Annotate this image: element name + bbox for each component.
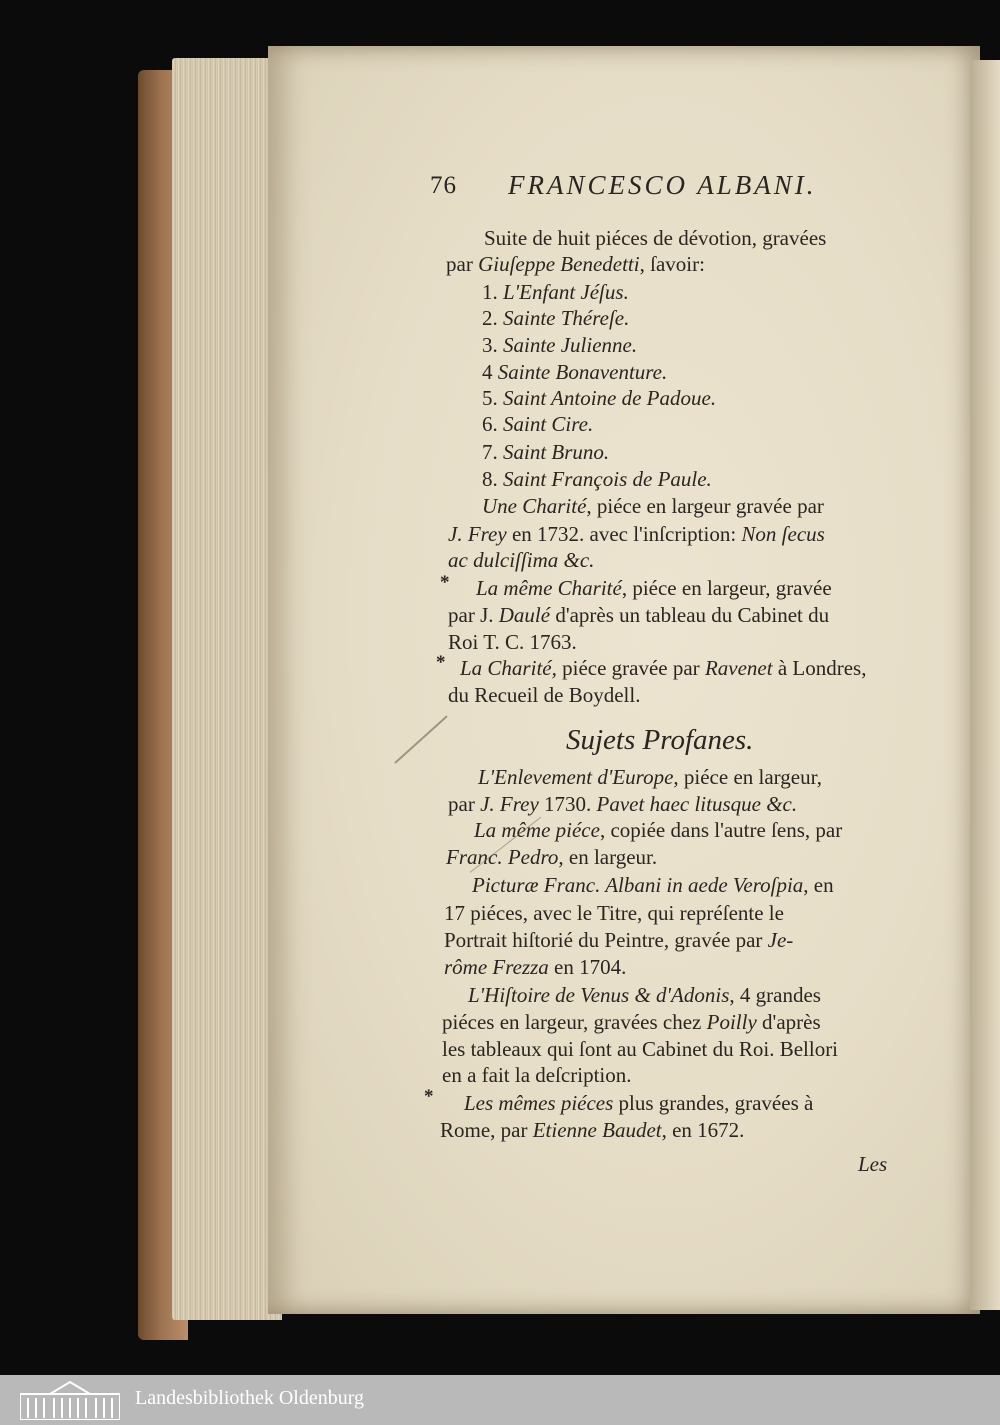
text-line: rôme Frezza en 1704. — [444, 955, 627, 979]
text-line: en a fait la deſcription. — [442, 1063, 632, 1087]
page-number: 76 — [430, 172, 457, 199]
section-heading: Sujets Profanes. — [566, 724, 754, 756]
text-line: Les mêmes piéces plus grandes, gravées à — [464, 1091, 814, 1115]
asterisk-mark: * — [424, 1086, 434, 1107]
text-line: par J. Frey 1730. Pavet haec litusque &c. — [448, 792, 798, 816]
text-line: piéces en largeur, gravées chez Poilly d'après — [442, 1010, 821, 1034]
text-line: J. Frey en 1732. avec l'inſcription: Non ſecus — [448, 522, 825, 546]
text-line: Suite de huit piéces de dévotion, gravées — [484, 226, 827, 250]
text-line: par Giuſeppe Benedetti, ſavoir: — [446, 252, 705, 276]
catchword: Les — [858, 1152, 888, 1176]
list-item: 7. Saint Bruno. — [482, 440, 610, 464]
text-line: les tableaux qui ſont au Cabinet du Roi. Bellori — [442, 1037, 839, 1061]
list-item: 2. Sainte Théreſe. — [482, 306, 630, 330]
text-line: par J. Daulé d'après un tableau du Cabinet du — [448, 603, 830, 627]
text-line: L'Enlevement d'Europe, piéce en largeur, — [478, 765, 823, 789]
page-gutter — [970, 60, 1000, 1310]
text-line: Franc. Pedro, en largeur. — [446, 845, 658, 869]
text-line: du Recueil de Boydell. — [448, 683, 641, 707]
text-line: Picturæ Franc. Albani in aede Veroſpia, en — [472, 873, 834, 897]
text-line: ac dulciſſima &c. — [448, 548, 595, 572]
library-name: Landesbibliothek Oldenburg — [135, 1387, 365, 1409]
text-line: L'Hiſtoire de Venus & d'Adonis, 4 grandes — [468, 983, 821, 1007]
text-line: Roi T. C. 1763. — [448, 630, 577, 654]
text-line: 17 piéces, avec le Titre, qui repréſente le — [444, 901, 784, 925]
list-item: 3. Sainte Julienne. — [482, 333, 638, 357]
page-stack-edge — [172, 58, 282, 1320]
list-item: 4 Sainte Bonaventure. — [482, 360, 668, 384]
text-line: La même Charité, piéce en largeur, gravée — [476, 576, 832, 600]
text-line: La Charité, piéce gravée par Ravenet à Londres, — [460, 656, 867, 680]
list-item: 6. Saint Cire. — [482, 412, 594, 436]
library-building-icon — [20, 1380, 120, 1420]
running-title: FRANCESCO ALBANI. — [508, 170, 817, 200]
text-line: Rome, par Etienne Baudet, en 1672. — [440, 1118, 745, 1142]
text-line: Une Charité, piéce en largeur gravée par — [482, 494, 824, 518]
list-item: 1. L'Enfant Jéſus. — [482, 280, 629, 304]
text-line: Portrait hiſtorié du Peintre, gravée par Je- — [444, 928, 794, 952]
list-item: 8. Saint François de Paule. — [482, 467, 712, 491]
text-line: La même piéce, copiée dans l'autre ſens, par — [474, 818, 843, 842]
asterisk-mark: * — [440, 572, 450, 593]
asterisk-mark: * — [436, 652, 446, 673]
list-item: 5. Saint Antoine de Padoue. — [482, 386, 717, 410]
